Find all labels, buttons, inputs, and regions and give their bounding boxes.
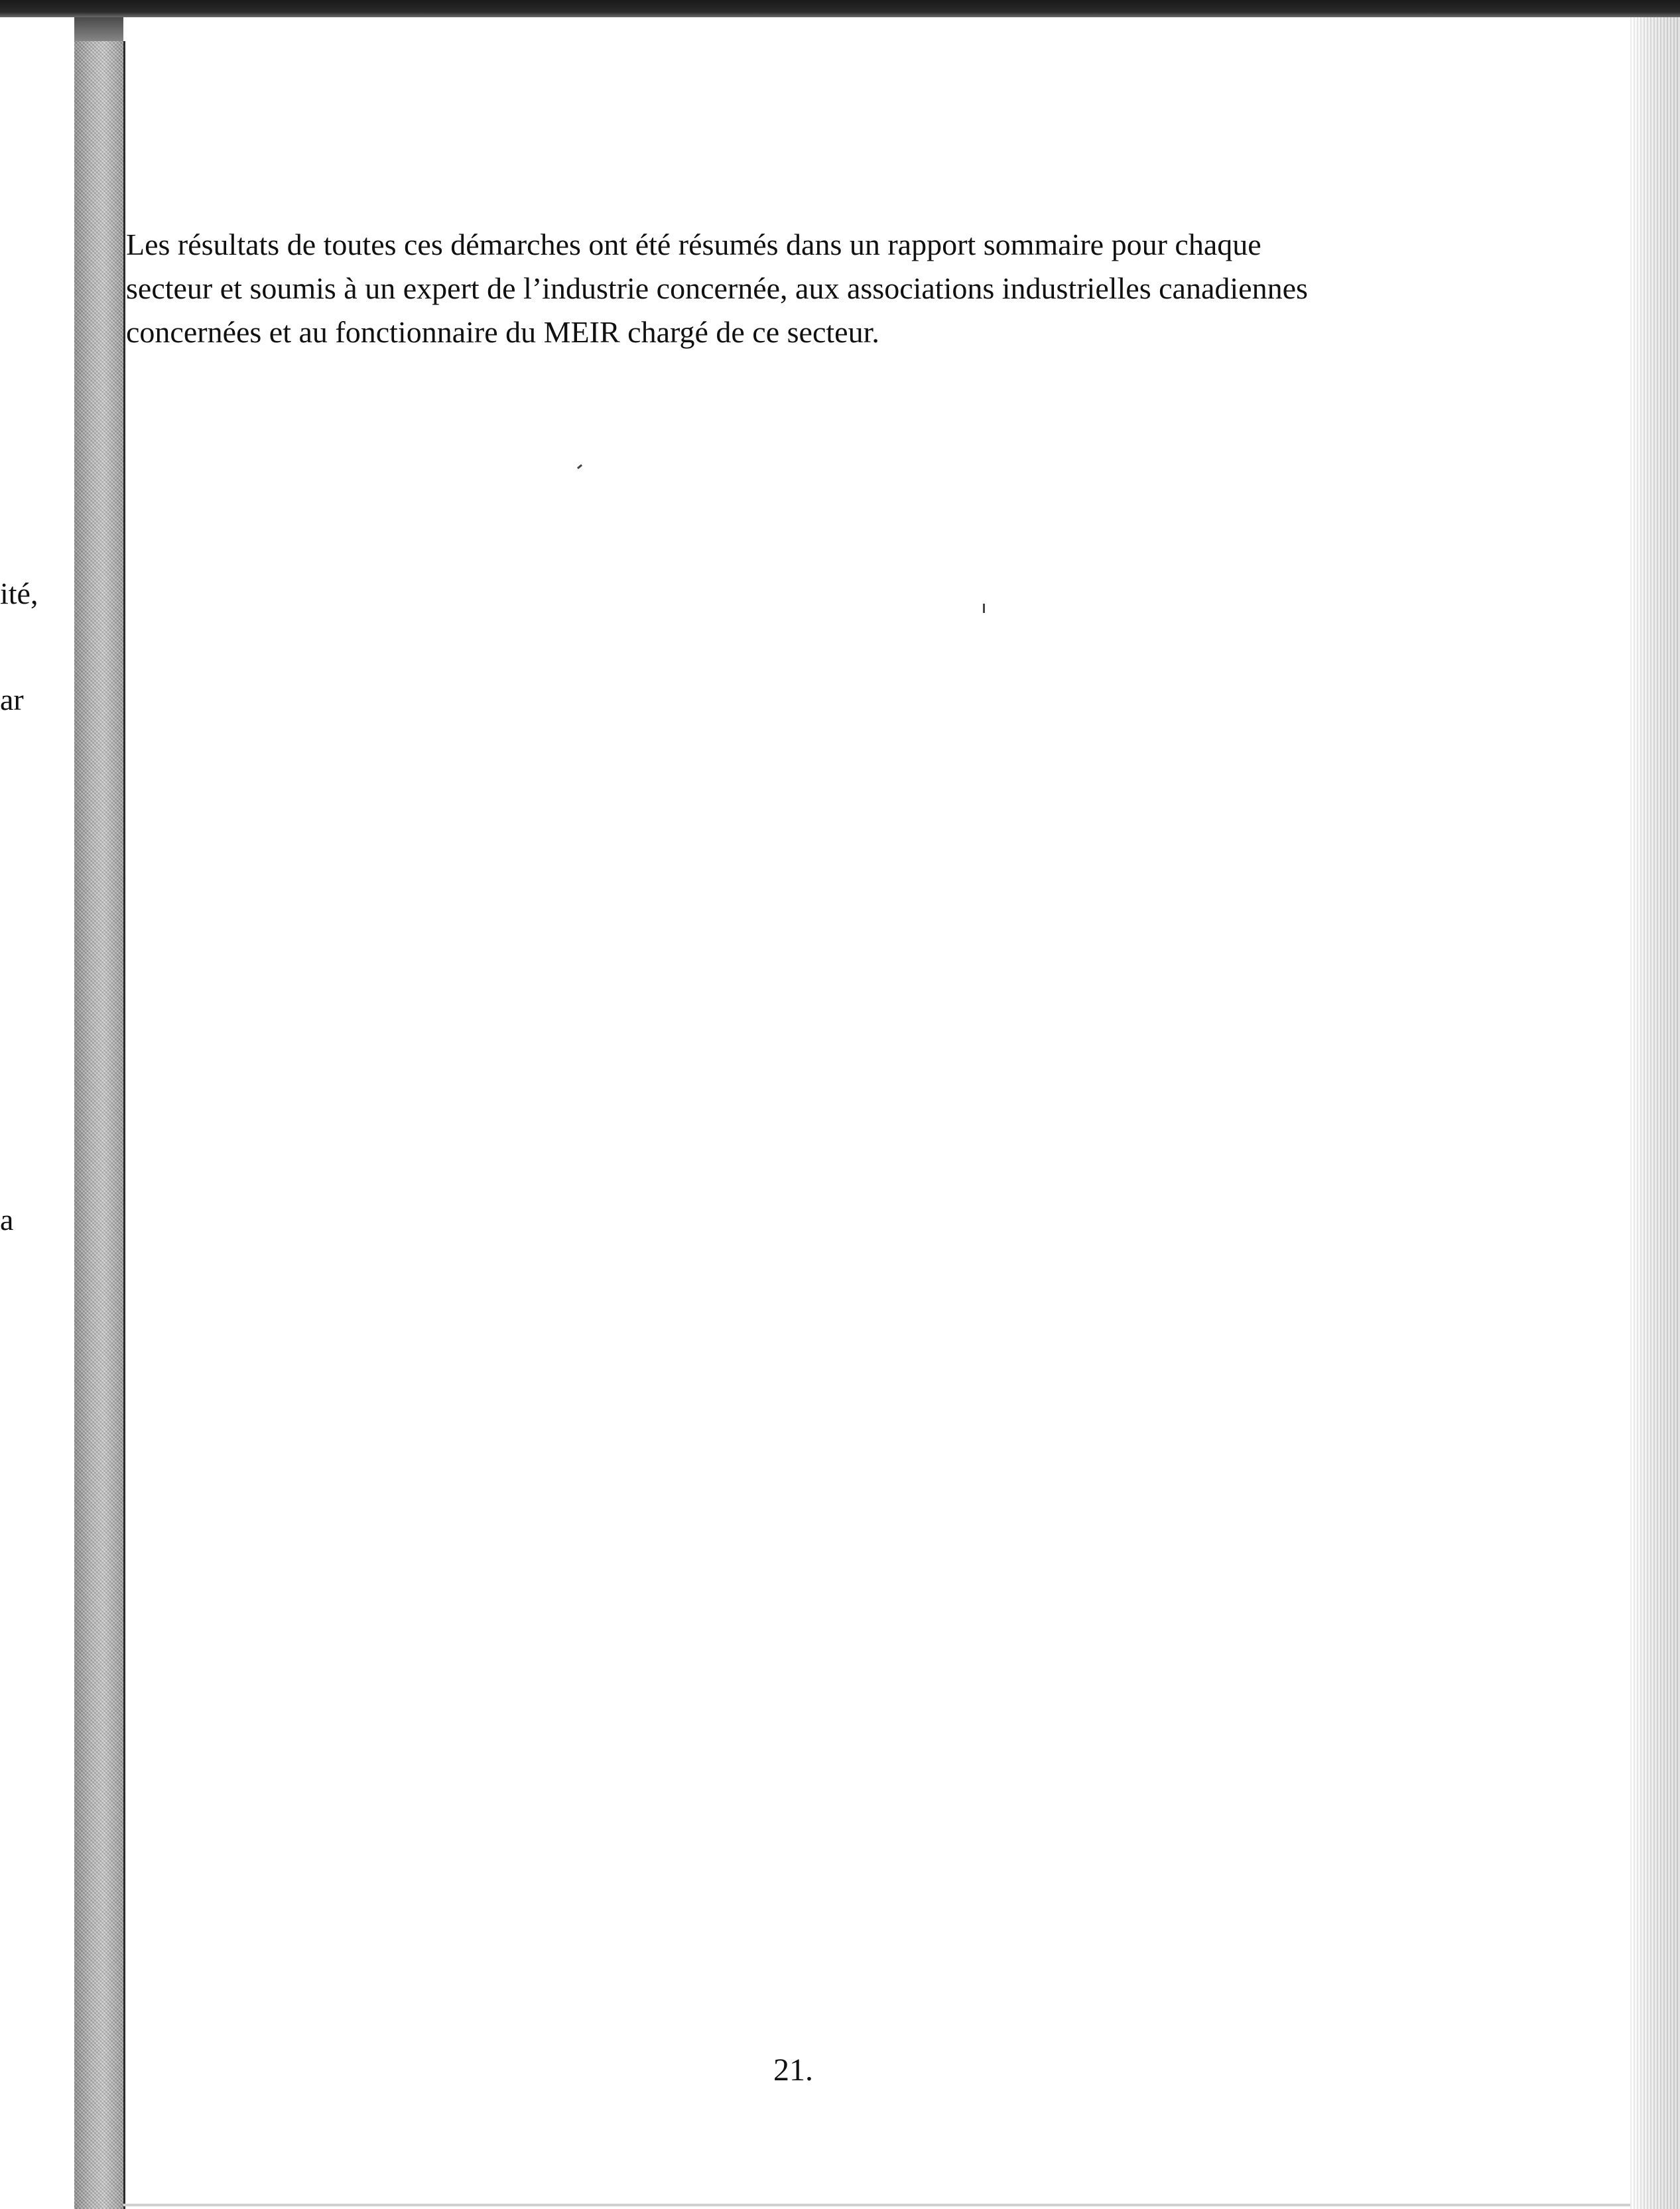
gutter-shadow (74, 17, 123, 44)
binding-gutter (74, 41, 125, 2209)
scan-speck (577, 464, 582, 469)
paragraph-line: secteur et soumis à un expert de l’industrie concernée, aux associations industrielles canadiennes (126, 271, 1308, 305)
page-stack-edge (1630, 17, 1680, 2209)
facing-page-fragment: a (0, 1203, 14, 1237)
paragraph-line: Les résultats de toutes ces démarches ont été résumés dans un rapport sommaire pour chaque (126, 228, 1261, 261)
facing-page-fragment: ar (0, 683, 24, 716)
scan-top-edge (0, 0, 1680, 17)
page-bottom-edge (123, 2204, 1630, 2206)
facing-page-fragment: ité, (0, 576, 38, 610)
paragraph-line: concernées et au fonctionnaire du MEIR chargé de ce secteur. (126, 315, 879, 349)
scan-speck (983, 604, 985, 613)
page-number: 21. (773, 2052, 813, 2088)
paragraph (126, 223, 1612, 354)
facing-page-edge (0, 17, 74, 2209)
